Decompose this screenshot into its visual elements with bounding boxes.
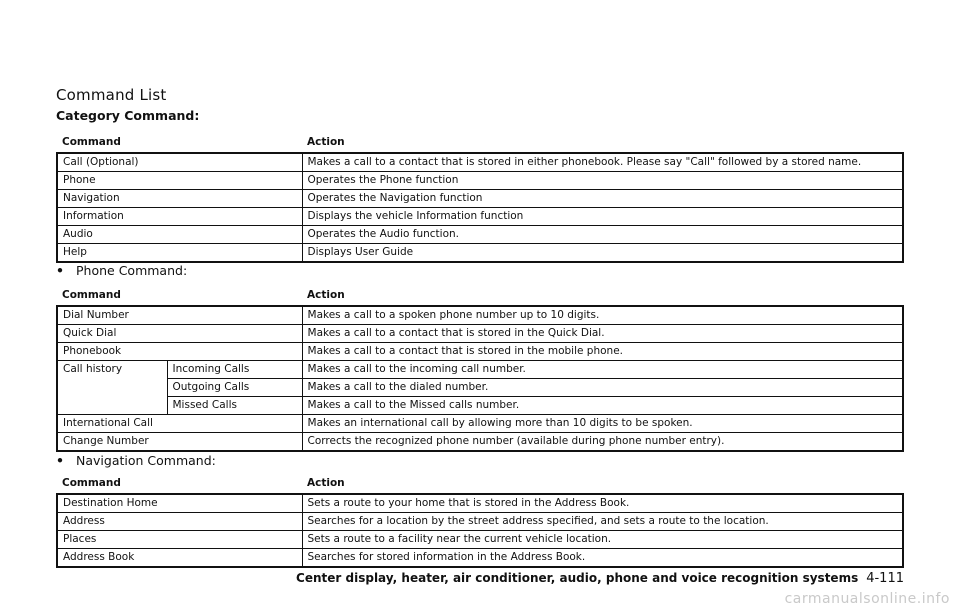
action-cell: Makes a call to a contact that is stored in the Quick Dial.: [302, 325, 903, 343]
table-header-row: [57, 286, 903, 306]
table-row: [57, 531, 903, 549]
table-row: [57, 306, 903, 325]
table-row: [57, 513, 903, 531]
command-cell: Call history: [57, 361, 167, 415]
command-cell: Phonebook: [57, 343, 302, 361]
header-action: Action: [307, 136, 345, 148]
action-cell: Makes a call to a spoken phone number up to 10 digits.: [302, 306, 903, 325]
action-cell: Sets a route to a facility near the current vehicle location.: [302, 531, 903, 549]
action-cell: Searches for stored information in the Address Book.: [302, 549, 903, 568]
command-cell: Dial Number: [57, 306, 302, 325]
bullet-icon: •: [56, 263, 64, 278]
command-cell: Quick Dial: [57, 325, 302, 343]
table-row: [57, 361, 903, 379]
action-cell: Makes a call to the incoming call number.: [302, 361, 903, 379]
command-cell: Address Book: [57, 549, 302, 568]
bullet-icon: •: [56, 453, 64, 468]
command-cell: Information: [57, 208, 302, 226]
table-row: [57, 397, 903, 415]
page-footer: [296, 571, 904, 586]
table-row: [57, 153, 903, 172]
action-cell: Sets a route to your home that is stored in the Address Book.: [302, 494, 903, 513]
command-cell: Navigation: [57, 190, 302, 208]
command-cell: Phone: [57, 172, 302, 190]
table-row: [57, 244, 903, 263]
page-number: 4-111: [866, 571, 904, 586]
command-cell: Places: [57, 531, 302, 549]
action-cell: Operates the Phone function: [302, 172, 903, 190]
action-cell: Corrects the recognized phone number (available during phone number entry).: [302, 433, 903, 452]
action-cell: Makes a call to the dialed number.: [302, 379, 903, 397]
table-row: [57, 343, 903, 361]
phone-command-table: [56, 286, 904, 452]
category-command-heading: Category Command:: [56, 108, 200, 123]
command-cell: Audio: [57, 226, 302, 244]
table-row: [57, 379, 903, 397]
command-cell: Call (Optional): [57, 153, 302, 172]
phone-command-heading: [56, 263, 187, 278]
subcommand-cell: Incoming Calls: [167, 361, 302, 379]
header-command: Command: [62, 136, 121, 148]
action-cell: Makes a call to a contact that is stored in the mobile phone.: [302, 343, 903, 361]
action-cell: Operates the Navigation function: [302, 190, 903, 208]
action-cell: Searches for a location by the street address specified, and sets a route to the location.: [302, 513, 903, 531]
table-row: [57, 226, 903, 244]
header-action: Action: [307, 289, 345, 301]
header-command: Command: [62, 289, 121, 301]
table-row: [57, 172, 903, 190]
navigation-command-table: [56, 474, 904, 568]
header-command: Command: [62, 477, 121, 489]
command-cell: International Call: [57, 415, 302, 433]
table-row: [57, 549, 903, 568]
footer-section-title: Center display, heater, air conditioner, audio, phone and voice recognition systems: [296, 571, 859, 585]
subcommand-cell: Outgoing Calls: [167, 379, 302, 397]
table-row: [57, 433, 903, 452]
action-cell: Makes a call to the Missed calls number.: [302, 397, 903, 415]
table-header-row: [57, 474, 903, 494]
command-cell: Change Number: [57, 433, 302, 452]
command-cell: Destination Home: [57, 494, 302, 513]
action-cell: Displays the vehicle Information function: [302, 208, 903, 226]
category-command-table: [56, 133, 904, 263]
table-row: [57, 415, 903, 433]
phone-command-heading-text: Phone Command:: [76, 263, 188, 278]
action-cell: Operates the Audio function.: [302, 226, 903, 244]
table-row: [57, 494, 903, 513]
table-header-row: [57, 133, 903, 153]
table-row: [57, 325, 903, 343]
subcommand-cell: Missed Calls: [167, 397, 302, 415]
navigation-command-heading-text: Navigation Command:: [76, 453, 216, 468]
command-cell: Address: [57, 513, 302, 531]
header-action: Action: [307, 477, 345, 489]
command-cell: Help: [57, 244, 302, 263]
navigation-command-heading: [56, 453, 216, 468]
action-cell: Makes an international call by allowing more than 10 digits to be spoken.: [302, 415, 903, 433]
table-row: [57, 208, 903, 226]
action-cell: Makes a call to a contact that is stored in either phonebook. Please say "Call" followed by a stored name.: [302, 153, 903, 172]
page-title: Command List: [56, 86, 167, 104]
table-row: [57, 190, 903, 208]
action-cell: Displays User Guide: [302, 244, 903, 263]
watermark: carmanualsonline.info: [784, 591, 950, 607]
